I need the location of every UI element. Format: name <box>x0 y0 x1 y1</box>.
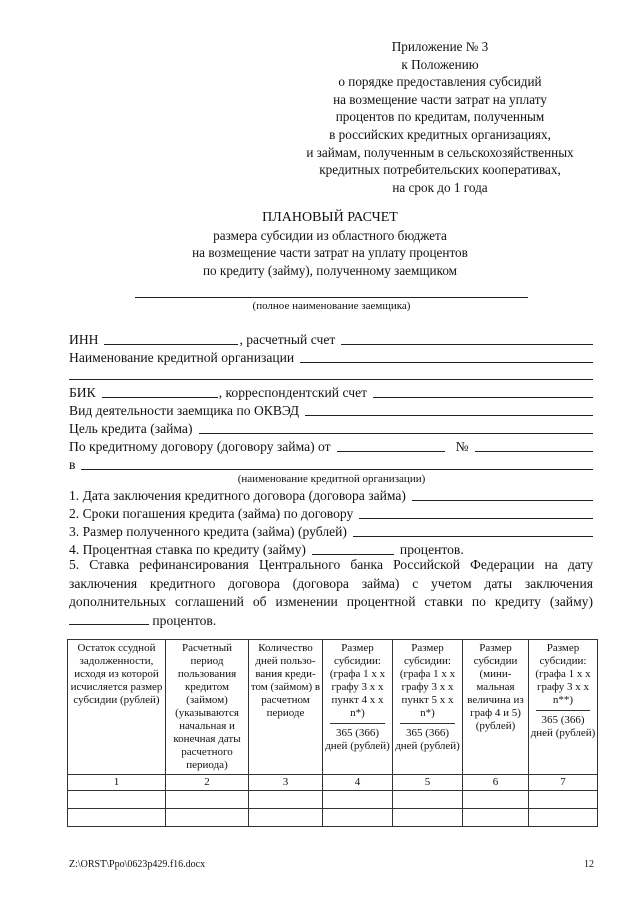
appendix-line: Приложение № 3 <box>391 39 489 54</box>
table-cell[interactable] <box>463 809 529 827</box>
item-3-label: 3. Размер полученного кредита (займа) (рублей) <box>69 524 347 539</box>
bik-row <box>69 383 593 401</box>
item-3-row <box>69 522 593 540</box>
page-number: 12 <box>584 859 594 870</box>
col-number: 1 <box>68 775 166 791</box>
item-2-row <box>69 504 593 522</box>
borrower-caption: (полное наименование заемщика) <box>252 300 411 312</box>
table-header-row <box>68 640 598 775</box>
col-4-header <box>323 640 393 775</box>
purpose-field[interactable] <box>199 433 594 434</box>
appendix-line: кредитных потребительских кооперативах, <box>319 162 561 178</box>
contract-number-label: № <box>455 439 469 454</box>
table-row <box>68 791 598 809</box>
appendix-line: о порядке предоставления субсидий <box>338 74 542 90</box>
table-cell[interactable] <box>68 809 166 827</box>
table-cell[interactable] <box>463 791 529 809</box>
fraction-bar <box>400 723 455 724</box>
in-label: в <box>69 457 76 472</box>
col-number: 3 <box>249 775 323 791</box>
item-1-label: 1. Дата заключения кредитного договора (договора займа) <box>69 488 406 503</box>
col-1-header: Остаток ссудной задолженности, исходя из которой исчисляется размер субсидии (рублей) <box>68 640 166 775</box>
inn-label: ИНН <box>69 332 99 347</box>
col-5-header <box>393 640 463 775</box>
item-4-label: 4. Процентная ставка по кредиту (займу) <box>69 542 306 557</box>
account-label: , расчетный счет <box>239 332 336 347</box>
appendix-line: на возмещение части затрат на уплату <box>333 91 547 107</box>
col-number: 5 <box>393 775 463 791</box>
table-number-row <box>68 775 598 791</box>
subsidy-table <box>67 639 598 827</box>
col-4-denominator: 365 (366) дней (рублей) <box>325 727 390 752</box>
bik-field[interactable] <box>102 397 218 398</box>
okved-field[interactable] <box>305 415 593 416</box>
col-2-header: Расчетный период пользования кредитом (займом) (указываются начальная и конечная даты расчетного периода) <box>166 640 249 775</box>
item-4-suffix: процентов. <box>399 542 464 557</box>
credit-org-field-continued[interactable] <box>69 379 593 380</box>
col-5-formula <box>394 642 461 753</box>
okved-label: Вид деятельности заемщика по ОКВЭД <box>69 403 300 418</box>
col-number: 7 <box>529 775 598 791</box>
appendix-line: на срок до 1 года <box>392 179 488 195</box>
col-7-header <box>529 640 598 775</box>
item-5-text: 5. Ставка рефинансирования Центрального банка Российской Федерации на дату заключения кредитного договора (договора займа) с учетом даты заключения дополнительных соглашений об изменении процентной ставки по кредиту (займу) <box>69 557 593 609</box>
fraction-bar <box>536 710 590 711</box>
item-5-field[interactable] <box>69 614 149 625</box>
item-5-paragraph <box>69 556 593 630</box>
account-field[interactable] <box>341 344 593 345</box>
inn-row <box>69 330 593 348</box>
col-7-denominator: 365 (366) дней (рублей) <box>530 714 596 739</box>
table-cell[interactable] <box>323 791 393 809</box>
item-1-row <box>69 486 593 504</box>
credit-org-row <box>69 348 593 366</box>
table-cell[interactable] <box>393 791 463 809</box>
col-4-numerator: Размер субсидии: (графа 1 х х графу 3 х х пункт 4 х х n*) <box>329 642 386 719</box>
in-row <box>69 455 593 473</box>
table-cell[interactable] <box>323 809 393 827</box>
contract-row <box>69 437 593 455</box>
corr-account-label: , корреспондентский счет <box>218 385 368 400</box>
appendix-line: процентов по кредитам, полученным <box>335 109 545 125</box>
item-3-field[interactable] <box>353 536 593 537</box>
bik-label: БИК <box>69 385 96 400</box>
credit-org-label: Наименование кредитной организации <box>69 350 295 365</box>
col-4-formula <box>324 642 391 753</box>
table-cell[interactable] <box>166 791 249 809</box>
table-cell[interactable] <box>249 791 323 809</box>
col-number: 2 <box>166 775 249 791</box>
col-3-header: Количество дней пользо-вания креди-том (займом) в расчетном периоде <box>249 640 323 775</box>
col-number: 6 <box>463 775 529 791</box>
purpose-label: Цель кредита (займа) <box>69 421 193 436</box>
item-4-field[interactable] <box>312 554 394 555</box>
table-cell[interactable] <box>393 809 463 827</box>
table-cell[interactable] <box>249 809 323 827</box>
file-path: Z:\ORST\Ppo\0623p429.f16.docx <box>69 859 206 870</box>
purpose-row <box>69 419 593 437</box>
appendix-header <box>280 38 600 196</box>
col-5-denominator: 365 (366) дней (рублей) <box>395 727 460 752</box>
inn-field[interactable] <box>104 344 238 345</box>
col-7-numerator: Размер субсидии: (графа 1 х х графу 3 х х n**) <box>535 642 591 706</box>
appendix-line: и займам, полученным в сельскохозяйственных <box>306 144 574 160</box>
contract-label: По кредитному договору (договору займа) от <box>69 439 331 454</box>
lender-name-field[interactable] <box>81 469 593 470</box>
col-6-header: Размер субсидии (мини-мальная величина из граф 4 и 5) (рублей) <box>463 640 529 775</box>
item-2-field[interactable] <box>359 518 593 519</box>
contract-date-field[interactable] <box>337 451 445 452</box>
title-line: на возмещение части затрат на уплату процентов <box>192 245 468 261</box>
contract-number-field[interactable] <box>475 451 593 452</box>
col-7-formula <box>530 642 596 740</box>
fraction-bar <box>330 723 385 724</box>
appendix-line: в российских кредитных организациях, <box>329 126 551 142</box>
borrower-name-field[interactable] <box>135 297 528 298</box>
item-2-label: 2. Сроки погашения кредита (займа) по договору <box>69 506 354 521</box>
okved-row <box>69 401 593 419</box>
title-line: по кредиту (займу), полученному заемщиком <box>202 262 458 278</box>
table-cell[interactable] <box>529 809 598 827</box>
title-main: ПЛАНОВЫЙ РАСЧЕТ <box>262 210 398 225</box>
col-number: 4 <box>323 775 393 791</box>
item-1-field[interactable] <box>412 500 593 501</box>
corr-account-field[interactable] <box>373 397 593 398</box>
table-cell[interactable] <box>166 809 249 827</box>
credit-org-caption: (наименование кредитной организации) <box>237 473 426 485</box>
table-cell[interactable] <box>529 791 598 809</box>
item-5-suffix: процентов. <box>152 612 217 628</box>
table-cell[interactable] <box>68 791 166 809</box>
table-row <box>68 809 598 827</box>
appendix-line: к Положению <box>401 56 479 72</box>
col-5-numerator: Размер субсидии: (графа 1 х х графу 3 х х пункт 5 х х n*) <box>399 642 456 719</box>
credit-org-field[interactable] <box>300 362 593 363</box>
title-line: размера субсидии из областного бюджета <box>213 227 447 243</box>
document-title <box>120 209 540 279</box>
